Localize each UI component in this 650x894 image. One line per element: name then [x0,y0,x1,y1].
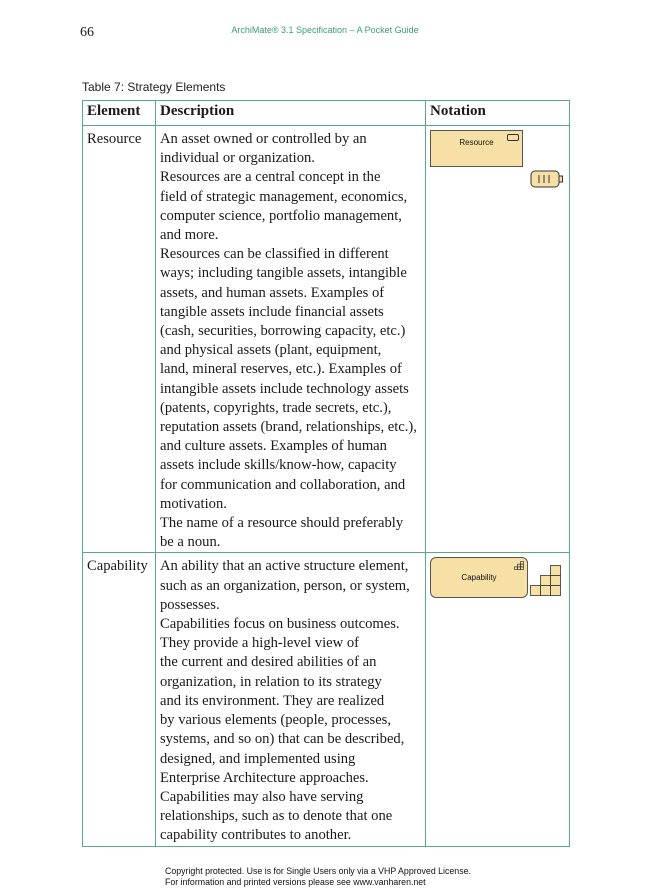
description-line: the current and desired abilities of an [160,654,377,671]
capability-icon [514,561,524,570]
description-line: (patents, copyrights, trade secrets, etc.), [160,399,392,416]
description-line: An asset owned or controlled by an [160,131,367,147]
description-line: and more. [160,227,219,244]
description-line: individual or organization. [160,150,315,167]
description-line: designed, and implemented using [160,750,356,767]
resource-notation-box [430,130,523,167]
description-line: motivation. [160,495,227,512]
description-line: field of strategic management, economics, [160,188,408,205]
resource-icon [530,170,564,190]
description-line: such as an organization, person, or system, [160,577,410,594]
description-line: relationships, such as to denote that one [160,808,393,825]
description-line: and its environment. They are realized [160,692,385,709]
column-header-notation: Notation [426,101,570,126]
description-line: The name of a resource should preferably [160,515,404,532]
capability-notation-box [430,557,528,598]
description-line: land, mineral reserves, etc.). Examples of [160,361,402,378]
description-line: capability contributes to another. [160,827,352,844]
description-line: possesses. [160,596,220,613]
strategy-elements-table [82,100,570,847]
footer-line: For information and printed versions please see www.vanharen.net [165,877,426,887]
element-name-capability: Capability [83,553,156,846]
description-line: Capabilities may also have serving [160,788,364,805]
running-header: ArchiMate® 3.1 Specification – A Pocket Guide [231,25,419,35]
description-resource [156,126,426,553]
description-line: by various elements (people, processes, [160,712,391,729]
element-name-resource: Resource [83,126,156,553]
table-header-row [83,101,570,126]
capability-notation-label: Capability [461,573,497,583]
description-line: systems, and so on) that can be described, [160,731,405,748]
column-header-element: Element [83,101,156,126]
description-line: organization, in relation to its strategy [160,673,382,690]
resource-icon [507,134,519,141]
copyright-footer [165,866,471,888]
description-line: They provide a high-level view of [160,635,359,652]
table-row [83,553,570,846]
description-line: assets include skills/know-how, capacity [160,457,397,474]
table-row [83,126,570,553]
notation-resource [426,126,570,553]
description-line: intangible assets include technology assets [160,380,409,397]
description-line: An ability that an active structure element, [160,558,409,575]
resource-notation-label: Resource [459,138,494,147]
description-line: Enterprise Architecture approaches. [160,769,369,786]
description-line: and physical assets (plant, equipment, [160,342,382,359]
column-header-description: Description [156,101,426,126]
page-number: 66 [80,25,94,40]
description-line: for communication and collaboration, and [160,476,406,493]
description-line: be a noun. [160,534,221,551]
description-line: Resources are a central concept in the [160,169,381,186]
description-line: Resources can be classified in different [160,246,389,263]
description-line: computer science, portfolio management, [160,207,402,224]
table-caption: Table 7: Strategy Elements [82,80,226,94]
notation-capability [426,553,570,846]
description-line: reputation assets (brand, relationships, etc.), [160,419,417,436]
description-line: Capabilities focus on business outcomes. [160,616,400,633]
description-line: ways; including tangible assets, intangible [160,265,407,282]
capability-icon [530,565,562,597]
description-capability [156,553,426,846]
description-line: tangible assets include financial assets [160,303,384,320]
description-line: and culture assets. Examples of human [160,438,387,455]
footer-line: Copyright protected. Use is for Single Users only via a VHP Approved License. [165,866,471,876]
description-line: assets, and human assets. Examples of [160,284,385,301]
description-line: (cash, securities, borrowing capacity, etc.) [160,323,406,340]
